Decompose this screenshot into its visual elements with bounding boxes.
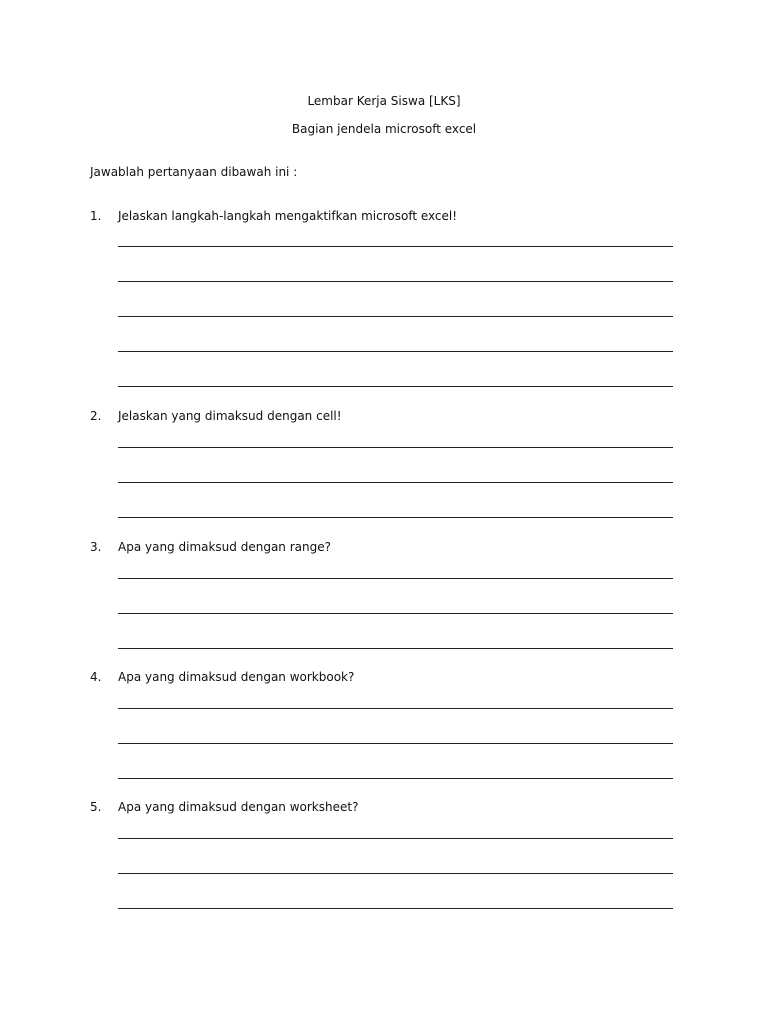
document-subtitle: Bagian jendela microsoft excel bbox=[291, 122, 477, 136]
answer-line[interactable] bbox=[118, 246, 673, 247]
answer-line[interactable] bbox=[118, 838, 673, 839]
answer-line[interactable] bbox=[118, 482, 673, 483]
question-number: 5. bbox=[90, 800, 102, 814]
answer-line[interactable] bbox=[118, 908, 673, 909]
answer-line[interactable] bbox=[118, 578, 673, 579]
question-text: Apa yang dimaksud dengan worksheet? bbox=[118, 800, 359, 814]
document-title: Lembar Kerja Siswa [LKS] bbox=[307, 94, 461, 108]
answer-line[interactable] bbox=[118, 873, 673, 874]
question-5 bbox=[90, 799, 358, 815]
answer-line[interactable] bbox=[118, 613, 673, 614]
question-number: 4. bbox=[90, 670, 102, 684]
answer-line[interactable] bbox=[118, 708, 673, 709]
answer-line[interactable] bbox=[118, 386, 673, 387]
answer-line[interactable] bbox=[118, 517, 673, 518]
question-number: 1. bbox=[90, 209, 102, 223]
question-number: 2. bbox=[90, 409, 102, 423]
question-1 bbox=[90, 208, 457, 224]
question-3 bbox=[90, 539, 331, 555]
question-2 bbox=[90, 408, 342, 424]
answer-line[interactable] bbox=[118, 648, 673, 649]
question-text: Jelaskan langkah-langkah mengaktifkan microsoft excel! bbox=[118, 209, 458, 223]
answer-line[interactable] bbox=[118, 281, 673, 282]
question-text: Apa yang dimaksud dengan workbook? bbox=[118, 670, 355, 684]
answer-line[interactable] bbox=[118, 316, 673, 317]
instruction-text: Jawablah pertanyaan dibawah ini : bbox=[90, 165, 298, 179]
answer-line[interactable] bbox=[118, 743, 673, 744]
answer-line[interactable] bbox=[118, 778, 673, 779]
question-text: Apa yang dimaksud dengan range? bbox=[118, 540, 331, 554]
question-text: Jelaskan yang dimaksud dengan cell! bbox=[118, 409, 342, 423]
answer-line[interactable] bbox=[118, 447, 673, 448]
question-4 bbox=[90, 669, 354, 685]
answer-line[interactable] bbox=[118, 351, 673, 352]
question-number: 3. bbox=[90, 540, 102, 554]
